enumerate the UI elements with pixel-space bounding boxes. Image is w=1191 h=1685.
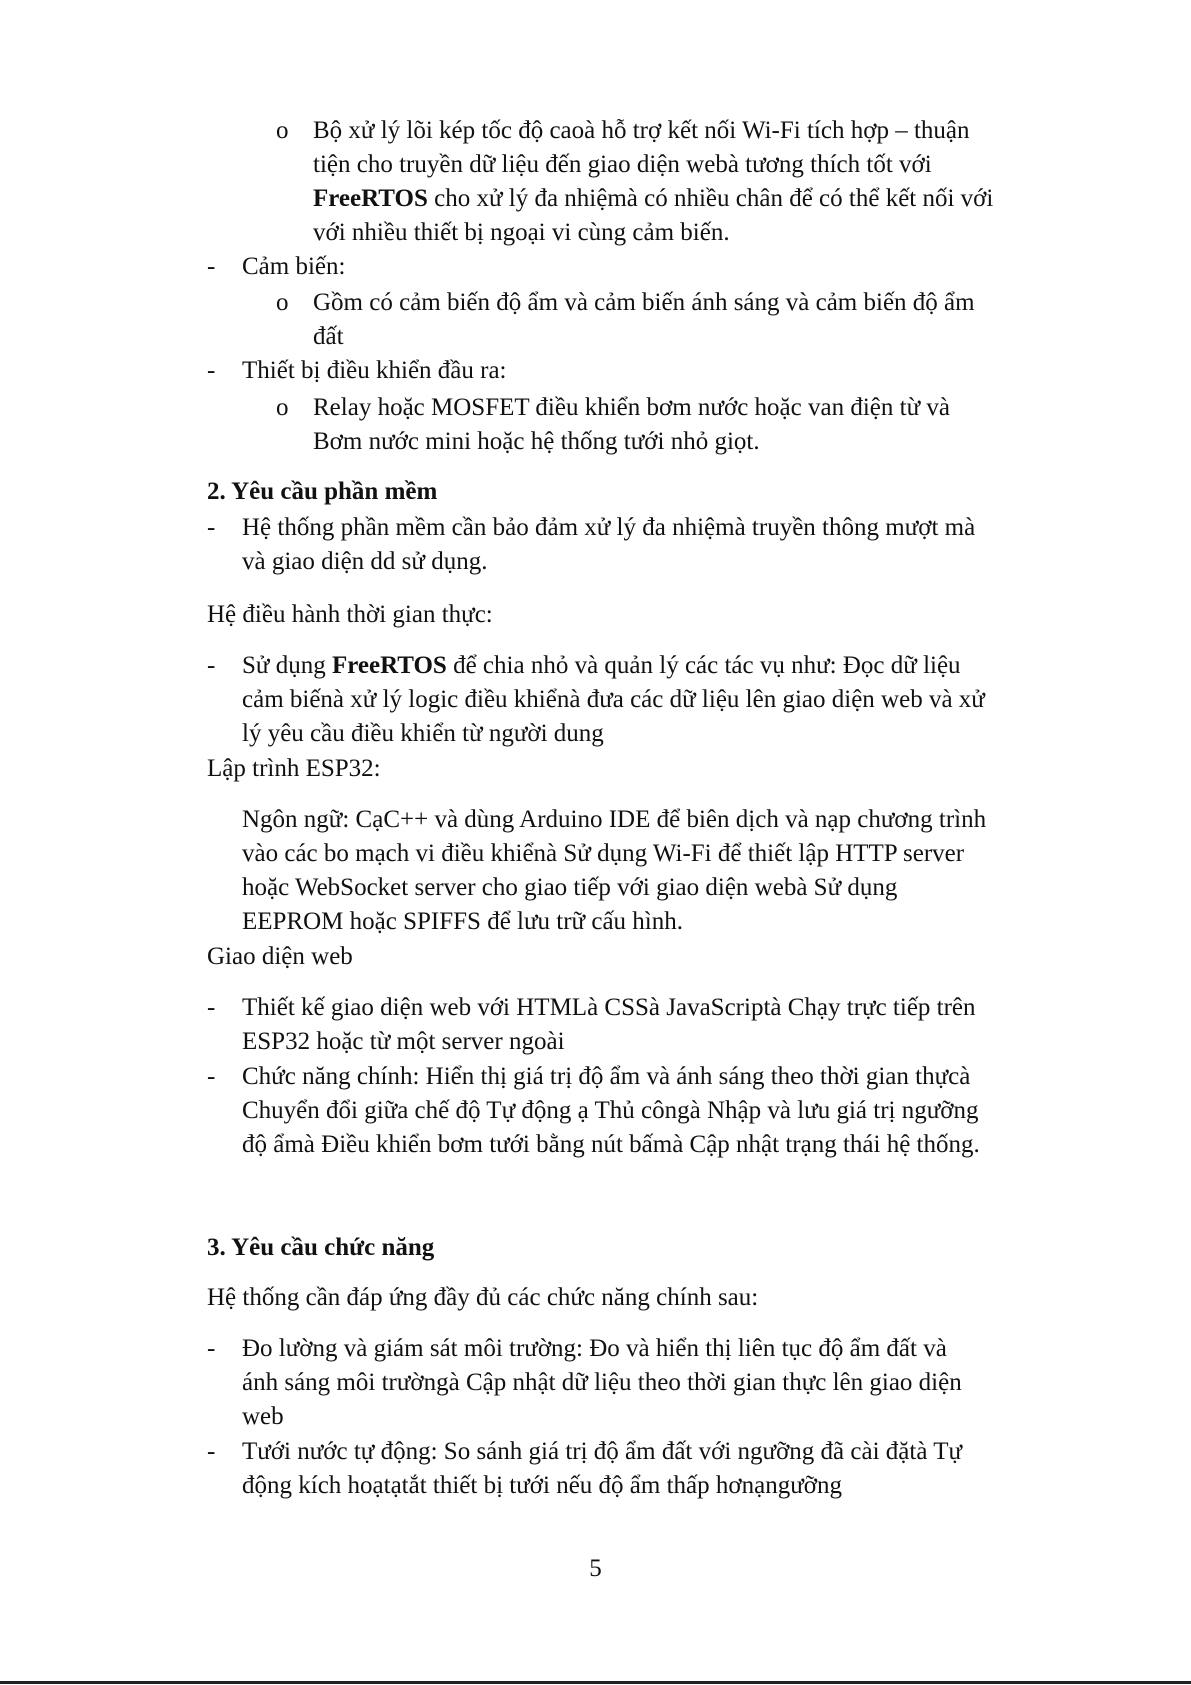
- text-line: Thiết kế giao diện web với HTMLà CSSà JavaScriptà Chạy trực tiếp trên: [242, 994, 976, 1021]
- bold-term: FreeRTOS: [313, 185, 428, 212]
- text-line: ánh sáng môi trườngà Cập nhật dữ liệu theo thời gian thực lên giao diện: [242, 1369, 962, 1396]
- text-line: web: [242, 1403, 284, 1430]
- text-line: tiện cho truyền dữ liệu đến giao diện webà tương thích tốt với: [313, 151, 932, 178]
- paragraph-label: Lập trình ESP32:: [207, 755, 381, 782]
- sub-bullet-marker: o: [276, 289, 289, 316]
- list-item-heading: Thiết bị điều khiển đầu ra:: [242, 357, 507, 384]
- text-line: động kích hoạtạtắt thiết bị tưới nếu độ ẩm thấp hơnạngưỡng: [242, 1472, 842, 1499]
- text-line: EEPROM hoặc SPIFFS để lưu trữ cấu hình.: [242, 908, 683, 935]
- text-line: với nhiều thiết bị ngoại vi cùng cảm biến.: [313, 219, 730, 246]
- text-line: Bơm nước mini hoặc hệ thống tưới nhỏ giọt.: [313, 428, 760, 455]
- section-heading: 2. Yêu cầu phần mềm: [207, 478, 438, 505]
- text-line: Tưới nước tự động: So sánh giá trị độ ẩm đất với ngưỡng đã cài đặtà Tự: [242, 1438, 963, 1465]
- text-line: ESP32 hoặc từ một server ngoài: [242, 1028, 565, 1055]
- text-line: Đo lường và giám sát môi trường: Đo và hiển thị liên tục độ ẩm đất và: [242, 1335, 947, 1362]
- text-line: đất: [313, 323, 344, 350]
- text-line: [313, 184, 993, 214]
- section-heading: 3. Yêu cầu chức năng: [207, 1234, 435, 1261]
- text-line: Gồm có cảm biến độ ẩm và cảm biến ánh sáng và cảm biến độ ẩm: [313, 289, 975, 316]
- bold-term: FreeRTOS: [331, 652, 447, 679]
- text-line: hoặc WebSocket server cho giao tiếp với giao diện webà Sử dụng: [242, 874, 898, 901]
- text-line: Chức năng chính: Hiển thị giá trị độ ẩm và ánh sáng theo thời gian thựcà: [242, 1063, 971, 1090]
- dash-bullet-marker: -: [207, 1438, 216, 1465]
- list-item-heading: Cảm biến:: [242, 253, 346, 280]
- text-line: và giao diện dd sử dụng.: [242, 548, 488, 575]
- text-line: lý yêu cầu điều khiển từ người dung: [242, 720, 604, 747]
- text-segment: cho xử lý đa nhiệmà có nhiều chân để có thể kết nối với: [427, 185, 994, 212]
- dash-bullet-marker: -: [207, 1063, 216, 1090]
- dash-bullet-marker: -: [207, 514, 216, 541]
- text-segment: Sử dụng: [242, 652, 332, 679]
- dash-bullet-marker: -: [207, 994, 216, 1021]
- text-line: Bộ xử lý lõi kép tốc độ caoà hỗ trợ kết nối Wi-Fi tích hợp – thuận: [313, 117, 970, 144]
- dash-bullet-marker: -: [207, 357, 216, 384]
- page-number: 5: [589, 1555, 602, 1582]
- paragraph-label: Giao diện web: [207, 943, 353, 970]
- text-line: Hệ thống phần mềm cần bảo đảm xử lý đa nhiệmà truyền thông mượt mà: [242, 514, 976, 541]
- sub-bullet-marker: o: [276, 394, 289, 421]
- text-line: Ngôn ngữ: CạC++ và dùng Arduino IDE để biên dịch và nạp chương trình: [242, 806, 987, 833]
- sub-bullet-marker: o: [276, 117, 289, 144]
- bottom-edge-rule: [0, 1681, 1191, 1684]
- text-line: độ ẩmà Điều khiển bơm tưới bằng nút bấmà Cập nhật trạng thái hệ thống.: [242, 1131, 980, 1158]
- dash-bullet-marker: -: [207, 1335, 216, 1362]
- paragraph-label: Hệ thống cần đáp ứng đầy đủ các chức năng chính sau:: [207, 1284, 759, 1311]
- dash-bullet-marker: -: [207, 253, 216, 280]
- text-line: cảm biếnà xử lý logic điều khiểnà đưa các dữ liệu lên giao diện web và xử: [242, 686, 985, 713]
- text-line: Chuyển đổi giữa chế độ Tự động ạ Thủ côngà Nhập và lưu giá trị ngưỡng: [242, 1097, 979, 1124]
- text-line: vào các bo mạch vi điều khiểnà Sử dụng Wi-Fi để thiết lập HTTP server: [242, 840, 965, 867]
- text-line: Relay hoặc MOSFET điều khiển bơm nước hoặc van điện từ và: [313, 394, 950, 421]
- paragraph-label: Hệ điều hành thời gian thực:: [207, 601, 493, 628]
- text-line: [242, 651, 961, 681]
- text-segment: để chia nhỏ và quản lý các tác vụ như: Đọc dữ liệu: [446, 652, 961, 679]
- dash-bullet-marker: -: [207, 652, 216, 679]
